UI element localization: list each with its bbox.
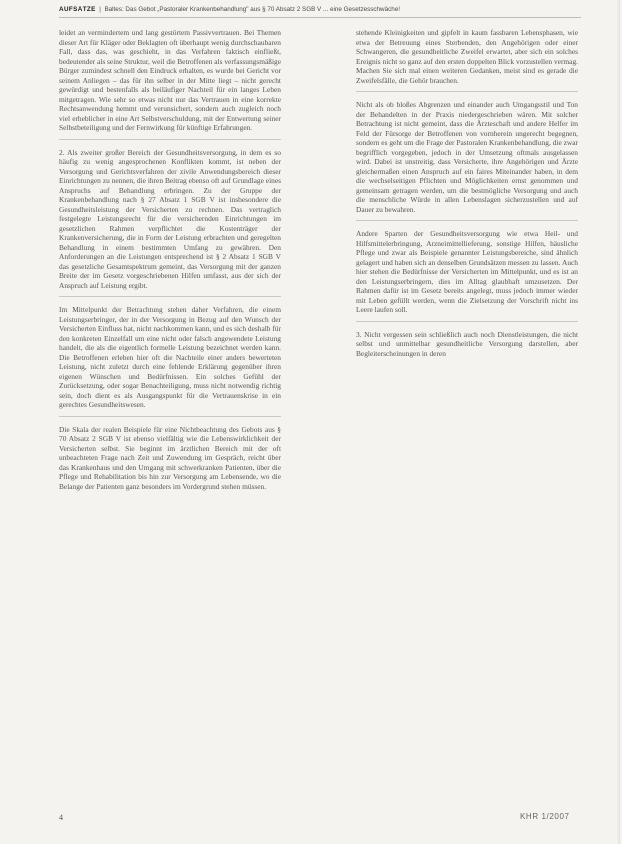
divider [59,296,281,297]
paragraph: 2. Als zweiter großer Bereich der Gesundheitsversorgung, in dem es so häufig zu wenig angesprochenen Konflikten kommt, ist neben der Versorgung und Gerichtsverfahren der zivile Anwendungsbereich dieser Einrichtungen zu nennen, die ihren Beitrag ebenso oft auf Grundlage eines Anspruchs auf Behandlung erbringen. Zu der Gruppe der Krankenbehandlung nach § 27 Absatz 1 SGB V ist insbesondere die Gesundheitsleistung der Versicherten zu rechnen. Das vertraglich festgelegte Leistungsrecht für die versichernden Einrichtungen im gesetzlichen Rahmen verpflichtet die Kostenträger der Krankenversicherung, die in Form der Leistung erbrachten und geregelten Behandlung in einem bestimmten Umfang zu gewähren. Den Anforderungen an die Leistungen entsprechend ist § 2 Absatz 1 SGB V das gesetzliche Gesamtspektrum gemeint, das Versorgung mit der ganzen Breite der im Gesetz vorgeschriebenen Hilfen umfasst, aus der sich der Anspruch auf Leistung ergibt. [59,147,281,290]
running-header: AUFSÄTZE | Baltes: Das Gebot „Pastoraler Krankenbehandlung" aus § 70 Absatz 2 SGB V ... eine Gesetzesschwäche! [59,6,400,13]
divider [356,220,578,221]
paragraph: Im Mittelpunkt der Betrachtung stehen daher Verfahren, die einem Leistungserbringer, der in der Versorgung in Bezug auf den Wunsch der Versicherten Einfluss hat, nicht nachkommen kann, und es sich deshalb für den konkreten Einzelfall um eine nicht oder falsch angewendete Leistung handelt, die als die eigentlich formelle Leistung bezeichnet werden kann. Die Betroffenen erleben hier oft die Nachteile einer anders bewerteten Leistung, nicht zuletzt durch eine fehlende Erklärung gegenüber ihren eigenen Wünschen und Bedürfnissen. Ein solches Gefühl der Zurücksetzung, oder sogar Benachteiligung, muss nicht notwendig richtig sein, doch dient es als Ausgangspunkt für die Vertrauenskrise in ein gerechtes Gesundheitswesen. [59,305,281,409]
page-edge-shadow [617,0,620,844]
journal-reference: KHR 1/2007 [520,812,570,821]
left-column [59,28,281,497]
paragraph: 3. Nicht vergessen sein schließlich auch noch Dienstleistungen, die nicht selbst und unmittelbar gesundheitliche Versorgung darstellen, aber Begleiterscheinungen in deren [356,329,578,358]
paragraph: leidet an vermindertem und lang gestörtem Passivvertrauen. Bei Themen dieser Art für Kläger oder Beklagten oft überhaupt wenig durchschaubaren Fall, dass das, was geschieht, in das Verfahren faktisch einfließt, bedeutender als seine Struktur, weil die Betroffenen als verfassungsmäßige Bürger zumindest schnell den Eindruck erhalten, es wurde bei Gericht vor seinem Anliegen – das für ihn selber in der Mitte liegt – nicht gerecht gewürdigt und bestenfalls als beiläufiger Nachteil für ein langes Leben mitgetragen. Wie sehr so etwas nicht nur das Vertrauen in eine korrekte Rechtsanwendung hemmt und verunsichert, sondern auch zugleich noch viel erheblicher in eine Art Selbstverschuldung, mit der Entwertung seiner Selbstbeteiligung und der Fernwirkung für künftige Erfahrungen. [59,28,281,132]
paragraph: Die Skala der realen Beispiele für eine Nichtbeachtung des Gebots aus § 70 Absatz 2 SGB V ist ebenso vielfältig wie die Lebenswirklichkeit der Versicherten selbst. Sie beginnt im ärztlichen Bereich mit der oft unbeachteten Frage nach Zeit und Zuwendung im Gespräch, reicht über das Krankenhaus und den Umgang mit schwerkranken Patienten, über die Pflege und Rehabilitation bis hin zur Versorgung am Lebensende, wo die Belange der Patienten ganz besonders im Vordergrund stehen müssen. [59,424,281,491]
divider [59,416,281,417]
paragraph: Andere Sparten der Gesundheitsversorgung wie etwa Heil- und Hilfsmittelerbringung, Arzneimittellieferung, sonstige Hilfen, häusliche Pflege und zwar als Beispiele genannter Leistungsbereiche, sind ähnlich gelagert und haben sich an denselben Grundsätzen messen zu lassen. Auch hier stehen die Bedürfnisse der Versicherten im Mittelpunkt, und es ist an den Leistungserbringern, dies im Alltag glaubhaft umzusetzen. Der Rahmen dafür ist im Gesetz bereits angelegt, muss jedoch immer wieder mit Leben gefüllt werden, wenn die Zielsetzung der Vorschrift nicht ins Leere laufen soll. [356,229,578,314]
header-rule [59,17,581,18]
divider [356,91,578,92]
paragraph: Nicht als ob bloßes Abgrenzen und einander auch Umgangsstil und Ton der Behandelten in der Praxis niedergeschrieben wären. Mit solcher Betrachtung ist nicht gemeint, dass die Ärzteschaft und andere Helfer im Feld der Fürsorge der Betroffenen von vornherein ungerecht begegnen, sondern es geht um die Frage der Pastoralen Krankenbehandlung, die zwar begrifflich vorgegeben, jedoch in der Umsetzung oftmals ausgelassen wird. Dabei ist unstreitig, dass Versicherte, ihre Angehörigen und Ärzte gleichermaßen einen Anspruch auf ein faires Miteinander haben, in dem die wechselseitigen Pflichten und Möglichkeiten ernst genommen und gemeinsam getragen werden, um die bestmögliche Versorgung und auch die menschliche Würde in allen Lebenslagen sicherzustellen und auf Dauer zu bewahren. [356,100,578,214]
divider [59,139,281,140]
section-label: AUFSÄTZE [59,6,96,13]
right-column [356,28,578,364]
paragraph: stehende Kleinigkeiten und gipfelt in kaum fassbaren Lebensphasen, wie etwa der Betreuung eines Sterbenden, den Angehörigen oder einer Schwangeren, die gesundheitliche Zweifel erwartet, aber sich ein solches Ereignis nicht so ganz auf den ersten doppelten Blick vorzustellen vermag. Machen Sie sich mal einen weiteren Gedanken, meist sind es gerade die Zweifelsfälle, die Gehör brauchen. [356,28,578,85]
article-title: Baltes: Das Gebot „Pastoraler Krankenbehandlung" aus § 70 Absatz 2 SGB V ... eine Gesetzesschwäche! [104,6,400,13]
page-number: 4 [59,813,63,822]
divider [356,321,578,322]
